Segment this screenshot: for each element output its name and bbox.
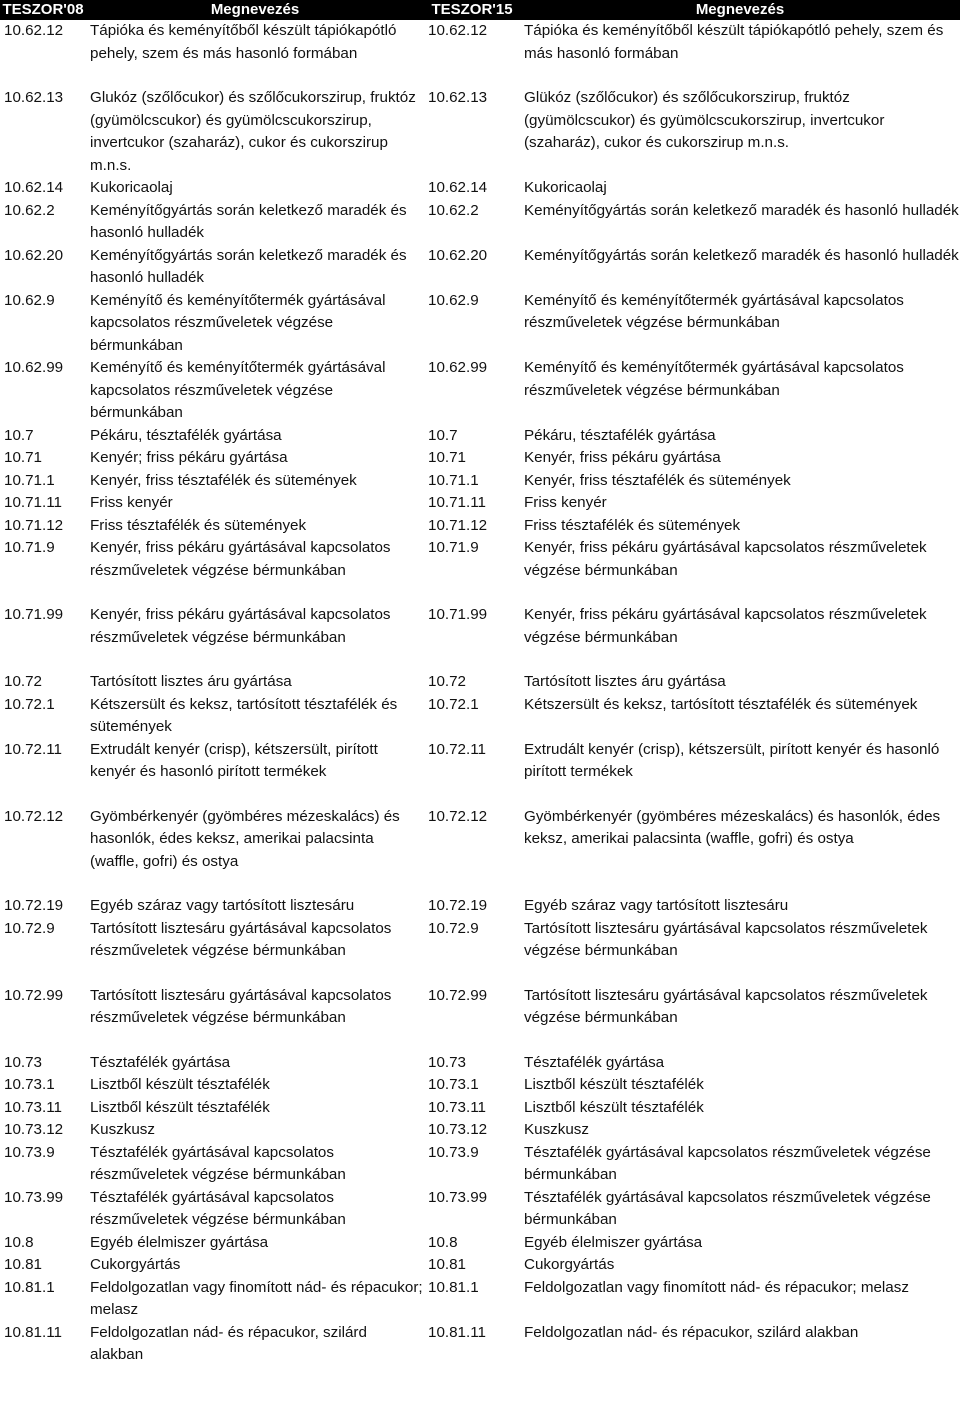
teszor15-name: Keményítőgyártás során keletkező maradék és hasonló hulladék xyxy=(524,201,959,219)
teszor15-code: 10.73.12 xyxy=(428,1121,488,1138)
teszor15-name: Keményítőgyártás során keletkező maradék és hasonló hulladék xyxy=(524,246,959,264)
teszor08-code: 10.72.12 xyxy=(4,807,64,825)
teszor15-name: Pékáru, tésztafélék gyártása xyxy=(524,426,716,444)
table-row xyxy=(0,694,960,739)
teszor08-code: 10.72.11 xyxy=(4,740,62,758)
teszor08-name: Tartósított lisztesáru gyártásával kapcsolatos részműveletek végzése bérmunkában xyxy=(90,919,392,959)
table-row xyxy=(0,895,960,918)
teszor15-name: Egyéb élelmiszer gyártása xyxy=(524,1233,703,1251)
teszor15-name: Kenyér, friss pékáru gyártásával kapcsolatos részműveletek végzése bérmunkában xyxy=(524,606,927,646)
teszor15-code: 10.73 xyxy=(428,1053,467,1071)
teszor15-code: 10.71.1 xyxy=(428,471,479,489)
teszor15-name: Keményítő és keményítőtermék gyártásával kapcsolatos részműveletek végzése bérmunkában xyxy=(524,359,904,399)
teszor08-code: 10.72.9 xyxy=(4,919,55,937)
teszor15-code: 10.7 xyxy=(428,426,458,444)
teszor08-name: Tésztafélék gyártásával kapcsolatos részműveletek végzése bérmunkában xyxy=(90,1188,346,1228)
teszor08-name: Pékáru, tésztafélék gyártása xyxy=(90,426,282,444)
table-row xyxy=(0,492,960,515)
teszor08-code: 10.73 xyxy=(4,1053,43,1071)
teszor15-code: 10.73.1 xyxy=(428,1076,479,1093)
teszor08-name: Keményítőgyártás során keletkező maradék és hasonló hulladék xyxy=(90,201,407,241)
teszor08-name: Keményítő és keményítőtermék gyártásával kapcsolatos részműveletek végzése bérmunkában xyxy=(90,359,386,421)
teszor08-name: Gyömbérkenyér (gyömbéres mézeskalács) és hasonlók, édes keksz, amerikai palacsinta (waffle, gofri) és ostya xyxy=(90,807,400,870)
teszor15-name: Lisztből készült tésztafélék xyxy=(524,1098,704,1116)
table-row xyxy=(0,537,960,604)
teszor15-name: Kenyér, friss pékáru gyártása xyxy=(524,449,721,466)
teszor08-name: Keményítőgyártás során keletkező maradék és hasonló hulladék xyxy=(90,246,407,286)
teszor15-code: 10.81 xyxy=(428,1256,467,1273)
teszor08-code: 10.62.20 xyxy=(4,246,64,264)
teszor15-code: 10.62.9 xyxy=(428,291,479,309)
teszor08-code: 10.71.99 xyxy=(4,606,64,623)
teszor15-code: 10.72 xyxy=(428,673,467,690)
teszor15-name: Keményítő és keményítőtermék gyártásával kapcsolatos részműveletek végzése bérmunkában xyxy=(524,291,904,331)
teszor15-name: Tartósított lisztesáru gyártásával kapcsolatos részműveletek végzése bérmunkában xyxy=(524,986,928,1026)
teszor15-name: Kenyér, friss tésztafélék és sütemények xyxy=(524,471,791,489)
teszor15-name: Feldolgozatlan vagy finomított nád- és répacukor; melasz xyxy=(524,1278,909,1296)
teszor08-code: 10.8 xyxy=(4,1233,34,1251)
teszor08-code: 10.7 xyxy=(4,426,34,444)
teszor08-code: 10.71.12 xyxy=(4,516,64,534)
teszor15-name: Extrudált kenyér (crisp), kétszersült, pirított kenyér és hasonló pirított termékek xyxy=(524,740,940,780)
teszor15-code: 10.62.14 xyxy=(428,179,488,196)
teszor15-name: Tartósított lisztesáru gyártásával kapcsolatos részműveletek végzése bérmunkában xyxy=(524,919,928,959)
teszor15-name: Friss tésztafélék és sütemények xyxy=(524,516,741,534)
teszor08-name: Tartósított lisztes áru gyártása xyxy=(90,673,292,690)
teszor08-code: 10.71.9 xyxy=(4,539,55,556)
teszor08-name: Feldolgozatlan nád- és répacukor, szilárd alakban xyxy=(90,1323,367,1363)
teszor08-name: Kenyér, friss tésztafélék és sütemények xyxy=(90,471,357,489)
teszor08-name: Egyéb élelmiszer gyártása xyxy=(90,1233,269,1251)
teszor15-code: 10.71.9 xyxy=(428,539,479,556)
table-row xyxy=(0,1142,960,1187)
teszor15-code: 10.62.12 xyxy=(428,22,488,39)
teszor08-name: Keményítő és keményítőtermék gyártásával kapcsolatos részműveletek végzése bérmunkában xyxy=(90,291,386,354)
table-row xyxy=(0,1322,960,1367)
header-teszor15: TESZOR'15 xyxy=(424,0,520,20)
table-row xyxy=(0,1052,960,1075)
table-row xyxy=(0,447,960,470)
teszor08-code: 10.71.1 xyxy=(4,471,55,489)
table-row xyxy=(0,200,960,245)
teszor15-code: 10.72.12 xyxy=(428,807,488,825)
teszor08-code: 10.62.12 xyxy=(4,22,64,39)
teszor15-code: 10.81.1 xyxy=(428,1278,479,1296)
teszor15-name: Lisztből készült tésztafélék xyxy=(524,1076,704,1093)
teszor08-code: 10.73.11 xyxy=(4,1098,62,1116)
teszor15-code: 10.62.20 xyxy=(428,246,488,264)
table-row xyxy=(0,177,960,200)
teszor08-code: 10.81.1 xyxy=(4,1278,55,1296)
teszor15-code: 10.71 xyxy=(428,449,467,466)
teszor15-code: 10.72.99 xyxy=(428,986,488,1004)
teszor15-code: 10.71.12 xyxy=(428,516,488,534)
teszor08-code: 10.71.11 xyxy=(4,494,62,511)
teszor15-name: Feldolgozatlan nád- és répacukor, szilárd alakban xyxy=(524,1323,859,1341)
table-row xyxy=(0,470,960,493)
teszor08-name: Cukorgyártás xyxy=(90,1256,181,1273)
teszor08-code: 10.71 xyxy=(4,449,43,466)
teszor08-code: 10.62.99 xyxy=(4,359,64,376)
teszor08-name: Tartósított lisztesáru gyártásával kapcsolatos részműveletek végzése bérmunkában xyxy=(90,986,392,1026)
teszor15-name: Cukorgyártás xyxy=(524,1256,615,1273)
teszor15-code: 10.72.11 xyxy=(428,740,486,758)
teszor08-name: Extrudált kenyér (crisp), kétszersült, pirított kenyér és hasonló pirított termékek xyxy=(90,740,378,780)
table-row xyxy=(0,515,960,538)
table-row xyxy=(0,1074,960,1097)
header-name15: Megnevezés xyxy=(520,0,960,20)
table-row xyxy=(0,1254,960,1277)
teszor08-name: Kenyér, friss pékáru gyártásával kapcsolatos részműveletek végzése bérmunkában xyxy=(90,606,391,646)
table-row xyxy=(0,1187,960,1232)
table-row xyxy=(0,806,960,896)
table-row xyxy=(0,604,960,671)
header-teszor08: TESZOR'08 xyxy=(0,0,86,20)
table-row xyxy=(0,245,960,290)
teszor08-code: 10.62.14 xyxy=(4,179,64,196)
teszor15-name: Gyömbérkenyér (gyömbéres mézeskalács) és hasonlók, édes keksz, amerikai palacsinta (waffle, gofri) és ostya xyxy=(524,807,941,847)
teszor08-name: Tésztafélék gyártása xyxy=(90,1053,231,1071)
teszor15-name: Egyéb száraz vagy tartósított lisztesáru xyxy=(524,897,789,914)
teszor08-name: Tápióka és keményítőből készült tápiókapótló pehely, szem és más hasonló formában xyxy=(90,22,397,62)
table-header-row xyxy=(0,0,960,20)
teszor08-code: 10.72 xyxy=(4,673,43,690)
teszor15-code: 10.71.11 xyxy=(428,494,486,511)
teszor15-name: Kenyér, friss pékáru gyártásával kapcsolatos részműveletek végzése bérmunkában xyxy=(524,539,927,579)
teszor15-code: 10.81.11 xyxy=(428,1323,486,1341)
teszor08-code: 10.73.1 xyxy=(4,1076,55,1093)
teszor08-name: Kenyér; friss pékáru gyártása xyxy=(90,449,288,466)
teszor15-name: Glükóz (szőlőcukor) és szőlőcukorszirup, fruktóz (gyümölcscukor) és gyümölcscukorszirup, invertcukor (szaharáz), cukor és cukorszirup m.n.s. xyxy=(524,89,885,151)
teszor15-name: Friss kenyér xyxy=(524,494,607,511)
teszor15-name: Kétszersült és keksz, tartósított tésztafélék és sütemények xyxy=(524,695,918,713)
teszor08-name: Tésztafélék gyártásával kapcsolatos részműveletek végzése bérmunkában xyxy=(90,1143,346,1183)
teszor08-name: Friss tésztafélék és sütemények xyxy=(90,516,307,534)
teszor08-code: 10.73.12 xyxy=(4,1121,64,1138)
teszor08-code: 10.72.19 xyxy=(4,897,64,914)
table-row xyxy=(0,20,960,87)
table-row xyxy=(0,87,960,177)
teszor15-name: Tésztafélék gyártásával kapcsolatos részműveletek végzése bérmunkában xyxy=(524,1143,931,1183)
teszor08-code: 10.62.2 xyxy=(4,201,55,219)
teszor15-name: Kuszkusz xyxy=(524,1121,589,1138)
teszor08-code: 10.73.9 xyxy=(4,1143,55,1161)
teszor15-name: Tésztafélék gyártásával kapcsolatos részműveletek végzése bérmunkában xyxy=(524,1188,931,1228)
teszor08-name: Friss kenyér xyxy=(90,494,173,511)
teszor15-code: 10.8 xyxy=(428,1233,458,1251)
table-row xyxy=(0,425,960,448)
table-row xyxy=(0,985,960,1052)
table-body xyxy=(0,20,960,1367)
teszor08-name: Lisztből készült tésztafélék xyxy=(90,1076,270,1093)
teszor08-code: 10.72.99 xyxy=(4,986,64,1004)
teszor08-name: Kétszersült és keksz, tartósított tésztafélék és sütemények xyxy=(90,695,398,735)
teszor15-code: 10.72.1 xyxy=(428,695,479,713)
table-row xyxy=(0,1119,960,1142)
teszor08-code: 10.81.11 xyxy=(4,1323,62,1341)
teszor15-code: 10.62.13 xyxy=(428,89,488,106)
teszor15-name: Tápióka és keményítőből készült tápiókapótló pehely, szem és más hasonló formában xyxy=(524,22,944,62)
header-name08: Megnevezés xyxy=(86,0,424,20)
teszor15-code: 10.73.9 xyxy=(428,1143,479,1161)
table-row xyxy=(0,671,960,694)
teszor15-code: 10.73.11 xyxy=(428,1098,486,1116)
teszor08-name: Lisztből készült tésztafélék xyxy=(90,1098,270,1116)
teszor08-code: 10.73.99 xyxy=(4,1188,64,1206)
teszor08-name: Feldolgozatlan vagy finomított nád- és répacukor; melasz xyxy=(90,1278,423,1318)
teszor08-name: Kenyér, friss pékáru gyártásával kapcsolatos részműveletek végzése bérmunkában xyxy=(90,539,391,579)
teszor15-code: 10.73.99 xyxy=(428,1188,488,1206)
teszor15-name: Tartósított lisztes áru gyártása xyxy=(524,673,726,690)
teszor08-code: 10.62.9 xyxy=(4,291,55,309)
teszor08-code: 10.62.13 xyxy=(4,89,64,106)
teszor08-name: Kukoricaolaj xyxy=(90,179,173,196)
teszor08-name: Glukóz (szőlőcukor) és szőlőcukorszirup, fruktóz (gyümölcscukor) és gyümölcscukorszirup, invertcukor (szaharáz), cukor és cukorszirup m.n.s. xyxy=(90,89,416,174)
table-row xyxy=(0,739,960,806)
table-row xyxy=(0,1232,960,1255)
table-row xyxy=(0,290,960,358)
teszor15-code: 10.72.9 xyxy=(428,919,479,937)
table-row xyxy=(0,1277,960,1322)
table-row xyxy=(0,1097,960,1120)
teszor08-code: 10.72.1 xyxy=(4,695,55,713)
teszor15-code: 10.72.19 xyxy=(428,897,488,914)
teszor15-code: 10.71.99 xyxy=(428,606,488,623)
teszor08-name: Kuszkusz xyxy=(90,1121,155,1138)
teszor15-name: Kukoricaolaj xyxy=(524,179,607,196)
table-row xyxy=(0,918,960,985)
teszor15-name: Tésztafélék gyártása xyxy=(524,1053,665,1071)
teszor15-code: 10.62.2 xyxy=(428,201,479,219)
table-row xyxy=(0,357,960,425)
teszor15-code: 10.62.99 xyxy=(428,359,488,376)
teszor08-name: Egyéb száraz vagy tartósított lisztesáru xyxy=(90,897,355,914)
teszor08-code: 10.81 xyxy=(4,1256,43,1273)
